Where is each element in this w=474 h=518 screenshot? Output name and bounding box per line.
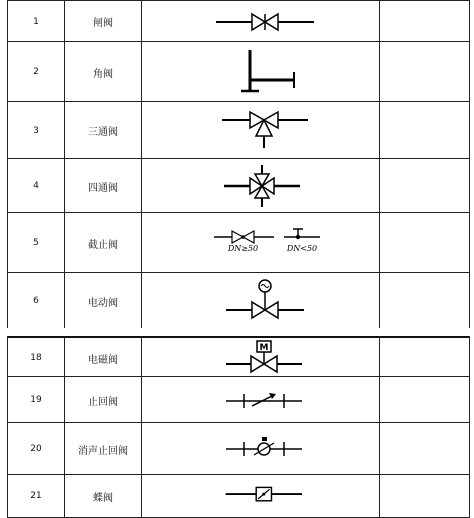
- row-number: 5: [8, 213, 65, 273]
- valve-name: 止回阀: [65, 377, 142, 423]
- butterfly-valve-icon: [142, 475, 379, 517]
- valve-name: 三通阀: [65, 102, 142, 159]
- row-number: 6: [8, 273, 65, 329]
- angle-valve-icon: [142, 42, 379, 102]
- row-number: 3: [8, 102, 65, 159]
- valve-name: 闸阀: [65, 1, 142, 42]
- table-row: [8, 272, 469, 329]
- table-row: [8, 158, 469, 213]
- silent-check-valve-icon: [142, 423, 379, 475]
- table-row: [8, 0, 469, 42]
- row-number: 19: [8, 377, 65, 423]
- row-number: 21: [8, 475, 65, 517]
- row-number: 1: [8, 1, 65, 42]
- three-way-valve-icon: [142, 102, 379, 159]
- table-row: [8, 212, 469, 273]
- size-label-small: DN<50: [286, 244, 318, 253]
- valve-name: 蝶阀: [65, 475, 142, 517]
- electric-valve-icon: [142, 273, 379, 329]
- size-label-large: DN≥50: [227, 244, 259, 253]
- globe-valve-icon: [142, 213, 379, 273]
- table-row: [8, 474, 469, 518]
- row-number: 4: [8, 159, 65, 213]
- valve-name: 截止阀: [65, 213, 142, 273]
- four-way-valve-icon: [142, 159, 379, 213]
- table-row: [8, 376, 469, 423]
- table-row: [8, 41, 469, 102]
- table-row: [8, 101, 469, 159]
- table-row: [8, 422, 469, 475]
- valve-name: 消声止回阀: [65, 423, 142, 475]
- solenoid-valve-icon: [142, 338, 379, 378]
- row-number: 2: [8, 42, 65, 102]
- valve-name: 四通阀: [65, 159, 142, 213]
- valve-name: 电动阀: [65, 273, 142, 329]
- gate-valve-icon: [142, 1, 379, 42]
- valve-name: 电磁阀: [65, 338, 142, 378]
- check-valve-icon: [142, 377, 379, 423]
- row-number: 18: [8, 338, 65, 378]
- valve-symbol-table: [7, 0, 470, 518]
- solenoid-letter: M: [259, 343, 269, 353]
- row-number: 20: [8, 423, 65, 475]
- valve-name: 角阀: [65, 42, 142, 102]
- table-row: [8, 336, 469, 378]
